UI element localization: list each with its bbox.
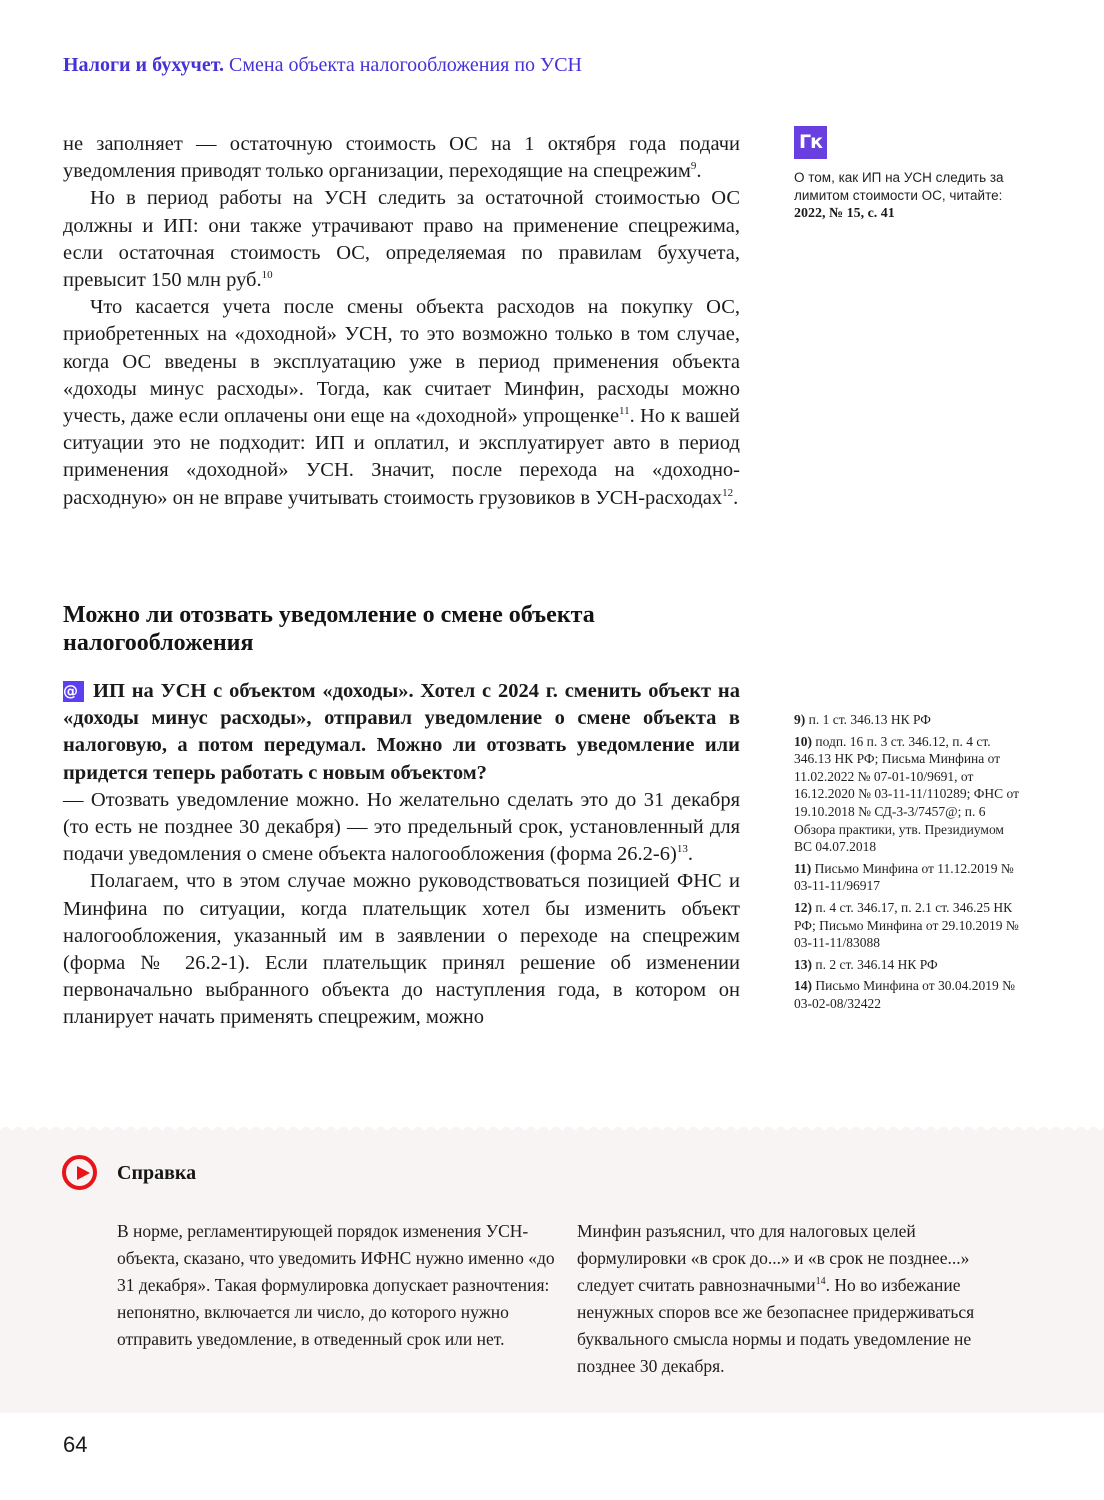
- main-text: [63, 131, 740, 512]
- info-box-right-column: Минфин разъяснил, что для налоговых целей формулировки «в срок до...» и «в срок не позднее...» следует считать равнозначными$^{14}$. Но во избежание ненужных споров все же безопаснее придерживаться буквального смысла нормы и подать уведомление не позднее 30 декабря.: [577, 1221, 975, 1376]
- section-heading: Можно ли отозвать уведомление о смене объекта налогообложения: [63, 602, 595, 656]
- footnote-ref[interactable]: 14: [815, 1276, 826, 1288]
- footnote-12: 12) п. 4 ст. 346.17, п. 2.1 ст. 346.25 НК РФ; Письмо Минфина от 29.10.2019 № 03-11-11/83088: [794, 899, 1019, 951]
- running-head-topic: Смена объекта налогообложения по УСН: [229, 54, 582, 76]
- footnote-13: 13) п. 2 ст. 346.14 НК РФ: [794, 956, 938, 972]
- paragraph: Что касается учета после смены объекта расходов на покупку ОС, приобретенных на «доходной» УСН, то это возможно только в том случае, когда ОС введены в эксплуатацию уже в период применения объекта «доходы минус расходы». Тогда, как считает Минфин, расходы можно учесть, даже если оплачены они еще на «доходной» упрощенке$^{11}$. Но к вашей ситуации это не подходит: ИП и оплатил, и эксплуатирует авто в период применения «доходной» УСН. Значит, после перехода на «доходно-расходную» он не вправе учитывать стоимость грузовиков в УСН-расходах$^{12}$.: [63, 296, 740, 509]
- footnotes: [794, 711, 1019, 1017]
- reader-question: @ ИП на УСН с объектом «доходы». Хотел с 2024 г. сменить объект на «доходы минус расходы», отправил уведомление о смене объекта в налоговую, а потом передумал. Можно ли отозвать уведомление или придется теперь работать с новым объектом?: [63, 680, 740, 784]
- gk-logo-icon: Гк: [794, 126, 827, 159]
- question-answer: [63, 678, 740, 1032]
- footnote-ref[interactable]: 9: [690, 160, 697, 173]
- footnote-ref[interactable]: 11: [619, 405, 630, 418]
- footnote-ref[interactable]: 10: [261, 269, 273, 282]
- info-box: [0, 1130, 1104, 1413]
- paragraph: — Отозвать уведомление можно. Но желательно сделать это до 31 декабря (то есть не позднее 30 декабря) — это предельный срок, установленный для подачи уведомления о смене объекта налогообложения (форма 26.2-6)$^{13}$.: [63, 788, 740, 866]
- footnote-11: 11) Письмо Минфина от 11.12.2019 № 03-11-11/96917: [794, 860, 1014, 894]
- footnote-ref[interactable]: 12: [722, 486, 734, 499]
- running-head-section: Налоги и бухучет.: [63, 54, 225, 76]
- play-circle-icon: [62, 1155, 97, 1190]
- at-sign-icon: @: [63, 681, 84, 702]
- footnote-14: 14) Письмо Минфина от 30.04.2019 № 03-02-08/32422: [794, 978, 1016, 1011]
- answer: [63, 787, 740, 1032]
- paragraph: Полагаем, что в этом случае можно руководствоваться позицией ФНС и Минфина по ситуации, когда плательщик хотел бы изменить объект налогообложения, указанный им в заявлении о переходе на спецрежим (форма № 26.2-1). Если плательщик принял решение об изменении первоначально выбранного объекта до наступления года, в котором он планирует начать применять спецрежим, можно: [63, 870, 740, 1029]
- running-head: [63, 54, 582, 77]
- footnote-10: 10) подп. 16 п. 3 ст. 346.12, п. 4 ст. 346.13 НК РФ; Письма Минфина от 11.02.2022 № 07-01-10/9691, от 16.12.2020 № 03-11-11/110289; ФНС от 19.10.2018 № СД-3-3/7457@; п. 6 Обзора практики, утв. Президиумом ВС 04.07.2018: [794, 733, 1020, 855]
- info-box-left-column: В норме, регламентирующей порядок изменения УСН-объекта, сказано, что уведомить ИФНС нужно именно «до 31 декабря». Такая формулировка допускает разночтения: непонятно, включается ли число, до которого нужно отправить уведомление, в отведенный срок или нет.: [117, 1221, 555, 1349]
- side-reference: [794, 126, 1019, 224]
- reference-issue-link[interactable]: 2022, № 15, с. 41: [794, 206, 895, 221]
- paragraph: не заполняет — остаточную стоимость ОС на 1 октября года подачи уведомления приводят только организации, переходящие на спецрежим$^9$.: [63, 133, 740, 183]
- paragraph: Но в период работы на УСН следить за остаточной стоимостью ОС должны и ИП: они также утрачивают право на применение спецрежима, если остаточная стоимость ОС, определяемая по правилам бухучета, превысит 150 млн руб.$^{10}$: [63, 187, 740, 292]
- footnote-9: 9) п. 1 ст. 346.13 НК РФ: [794, 712, 931, 727]
- page-number: 64: [63, 1432, 88, 1457]
- info-box-title: Справка: [117, 1162, 197, 1184]
- reference-text: О том, как ИП на УСН следить за лимитом стоимости ОС, читайте:: [794, 170, 1004, 203]
- scalloped-edge: [0, 1124, 1104, 1132]
- footnote-ref[interactable]: 13: [676, 843, 688, 856]
